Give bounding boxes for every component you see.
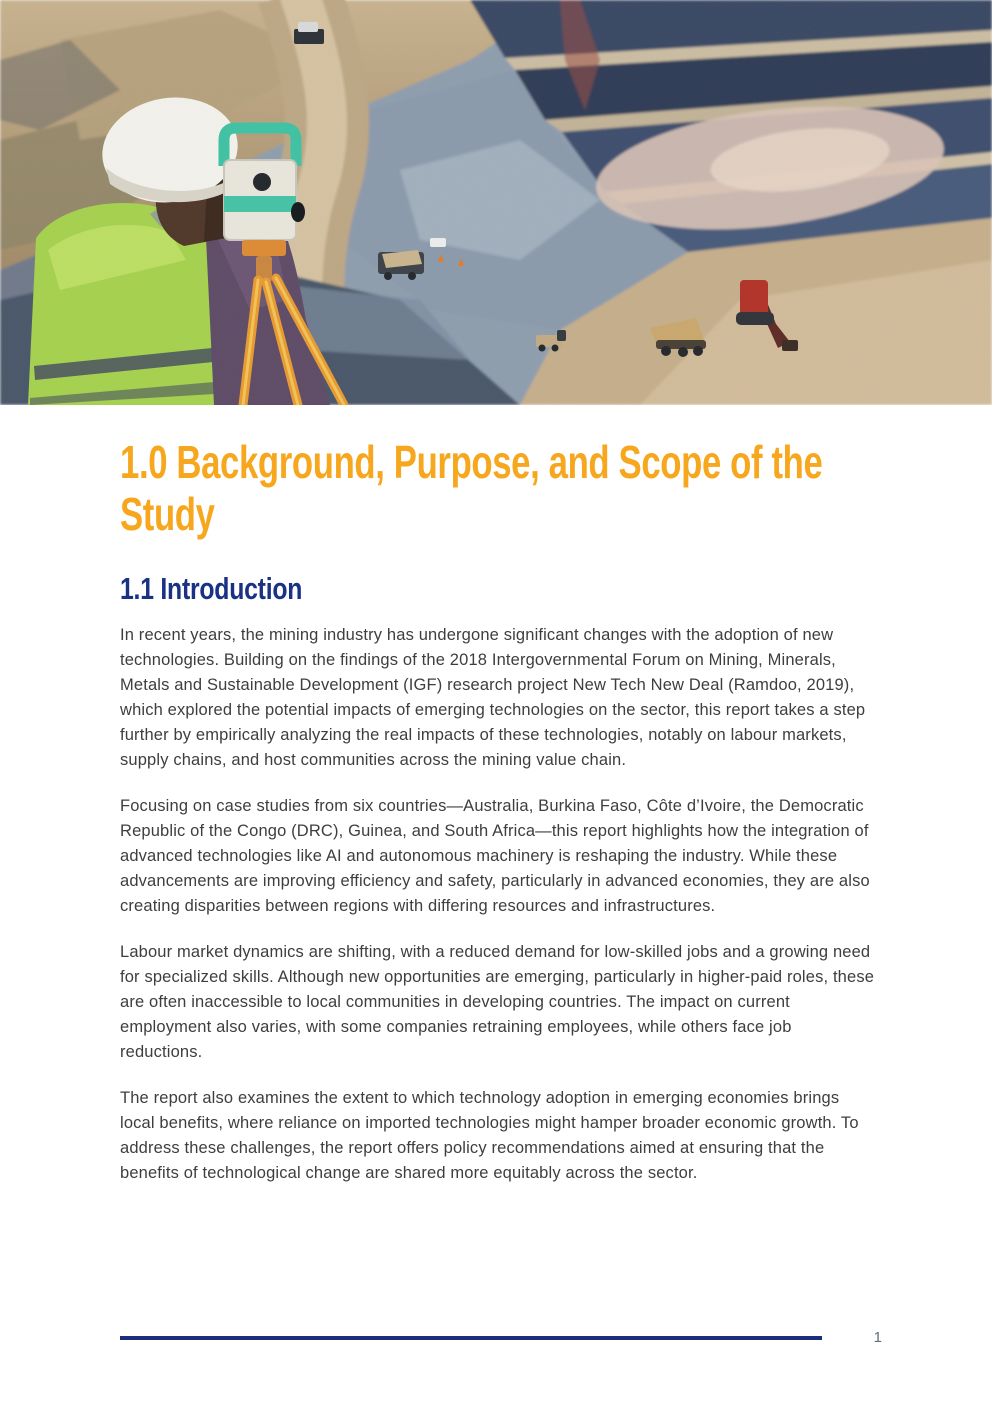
paragraph-intro-2: Focusing on case studies from six countries—Australia, Burkina Faso, Côte d’Ivoire, the Democratic Republic of the Congo (DRC), Guinea, and South Africa—this report highlights how the integration of advanced technologies like AI and autonomous machinery is reshaping the industry. While these advancements are improving efficiency and safety, particularly in advanced economies, they are also creating disparities between regions with differing resources and infrastructures. [120,796,870,915]
hero-photo-mine-surveyor [0,0,992,405]
footer-rule [120,1336,822,1340]
section-heading: 1.1 Introduction [120,570,303,606]
paragraph-intro-3: Labour market dynamics are shifting, with a reduced demand for low-skilled jobs and a growing need for specialized skills. Although new opportunities are emerging, particularly in higher-paid roles, these are often inaccessible to local communities in developing countries. The impact on current employment also varies, with some companies retraining employees, while others face job reductions. [120,942,875,1061]
page-number: 1 [873,1329,882,1346]
chapter-heading: 1.0 Background, Purpose, and Scope of the Study [120,436,823,540]
photo-grain-overlay [0,0,992,405]
page-footer [120,1329,882,1346]
body-copy [120,623,875,1186]
page-content [0,437,992,1186]
paragraph-intro-1: In recent years, the mining industry has undergone significant changes with the adoption of new technologies. Building on the findings of the 2018 Intergovernmental Forum on Mining, Minerals, Metals and Sustainable Development (IGF) research project New Tech New Deal (Ramdoo, 2019), which explored the potential impacts of emerging technologies on the sector, this report takes a step further by empirically analyzing the real impacts of these technologies, notably on labour markets, supply chains, and host communities across the mining value chain. [120,625,866,769]
paragraph-intro-4: The report also examines the extent to which technology adoption in emerging economies brings local benefits, where reliance on imported technologies might hamper broader economic growth. To address these challenges, the report offers policy recommendations aimed at ensuring that the benefits of technological change are shared more equitably across the sector. [120,1088,859,1182]
